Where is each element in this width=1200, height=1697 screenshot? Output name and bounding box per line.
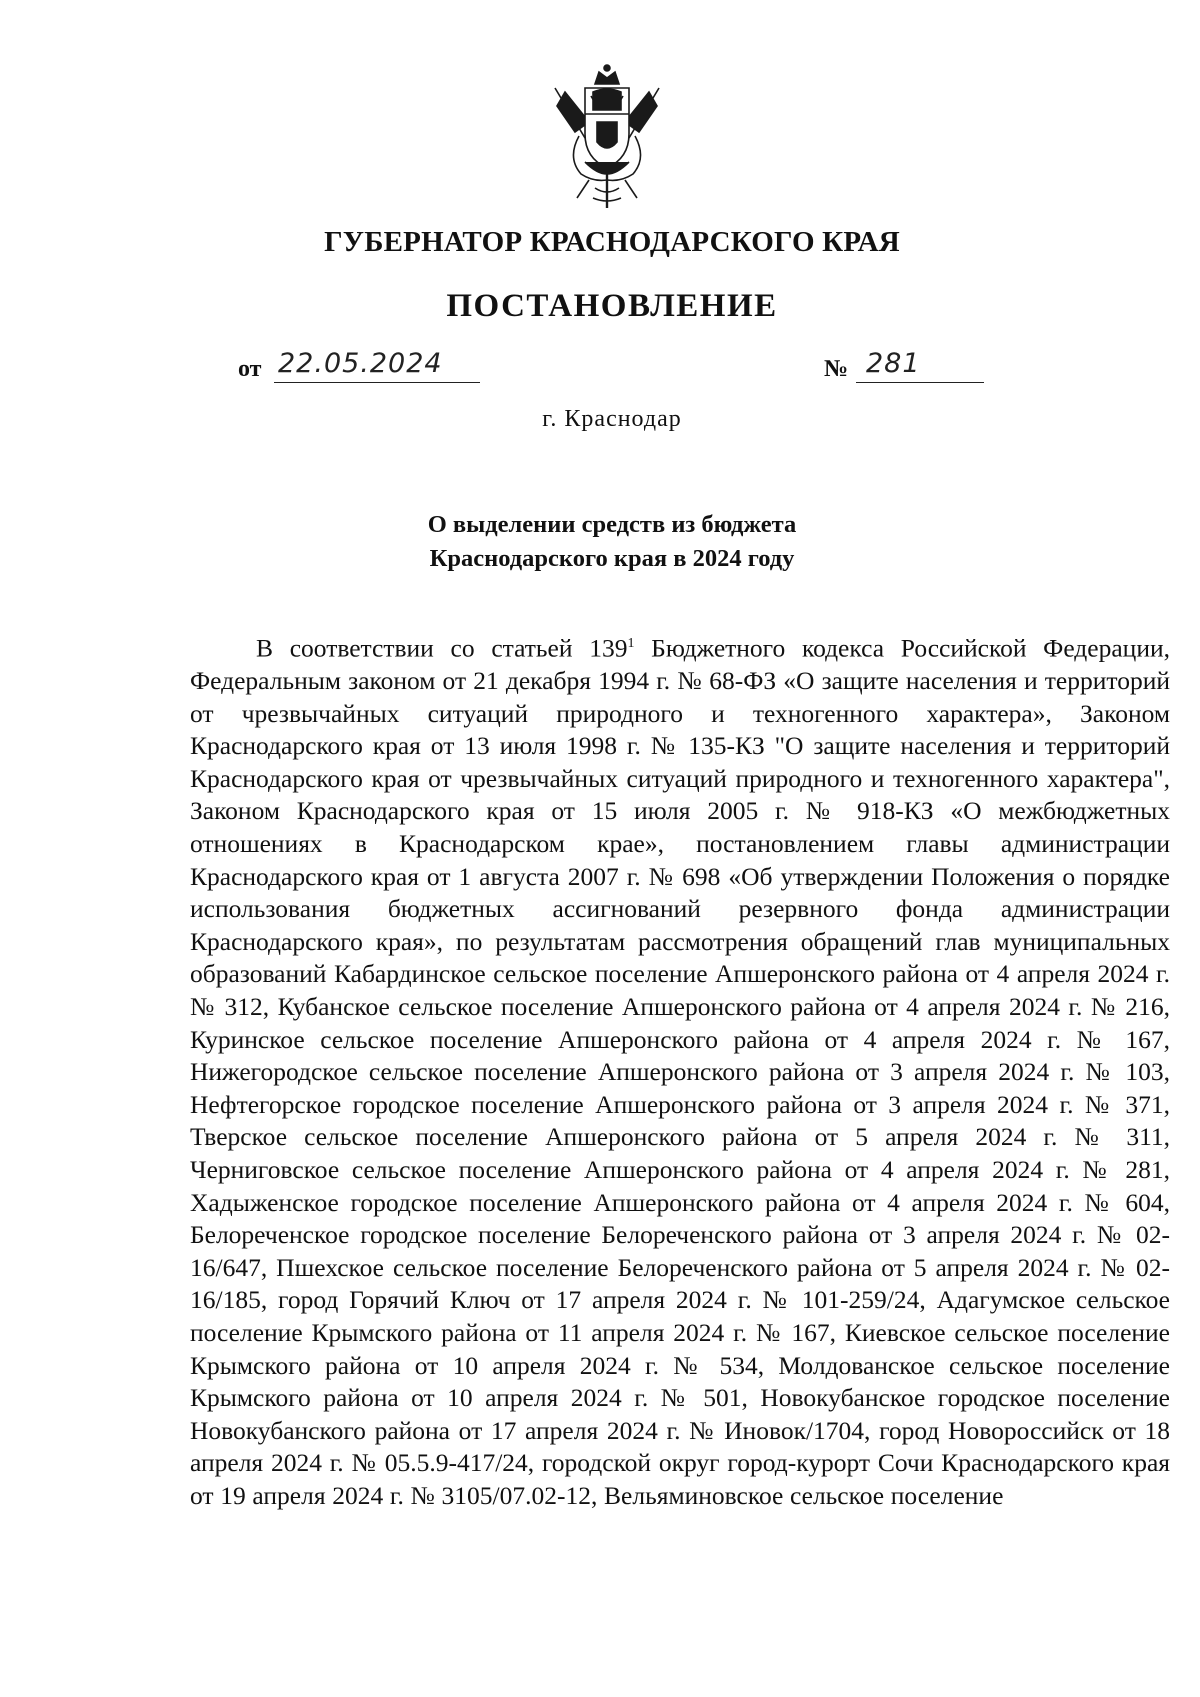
date-label: от (238, 356, 262, 382)
date-underline (274, 382, 480, 383)
handwritten-date: 22.05.2024 (278, 348, 443, 379)
number-label: № (824, 356, 849, 382)
coat-of-arms-emblem (545, 62, 669, 212)
handwritten-number: 281 (866, 348, 921, 379)
body-paragraph (190, 628, 1170, 1513)
article-superscript: 1 (627, 636, 635, 651)
document-type-title: ПОСТАНОВЛЕНИЕ (446, 288, 778, 324)
date-number-row (0, 348, 1200, 392)
subject-line-2: Краснодарского края в 2024 году (429, 545, 795, 572)
body-paragraph-rest: Бюджетного кодекса Российской Федерации, Федеральным законом от 21 декабря 1994 г. № 68-ФЗ «О защите населения и территорий от чрезвычайных ситуаций природного и техногенного характера», Законом Краснодарского края от 13 июля 1998 г. № 135-КЗ "О защите населения и территорий Краснодарского края от чрезвычайных ситуаций природного и техногенного характера", Законом Краснодарского края от 15 июля 2005 г. № 918-КЗ «О межбюджетных отношениях в Краснодарском крае», постановлением главы администрации Краснодарского края от 1 августа 2007 г. № 698 «Об утверждении Положения о порядке использования бюджетных ассигнований резервного фонда администрации Краснодарского края», по результатам рассмотрения обращений глав муниципальных образований Кабардинское сельское поселение Апшеронского района от 4 апреля 2024 г. № 312, Кубанское сельское поселение Апшеронского района от 4 апреля 2024 г. № 216, Куринское сельское поселение Апшеронского района от 4 апреля 2024 г. № 167, Нижегородское сельское поселение Апшеронского района от 3 апреля 2024 г. № 103, Нефтегорское городское поселение Апшеронского района от 3 апреля 2024 г. № 371, Тверское сельское поселение Апшеронского района от 5 апреля 2024 г. № 311, Черниговское сельское поселение Апшеронского района от 4 апреля 2024 г. № 281, Хадыженское городское поселение Апшеронского района от 4 апреля 2024 г. № 604, Белореченское городское поселение Белореченского района от 3 апреля 2024 г. № 02-16/647, Пшехское сельское поселение Белореченского района от 5 апреля 2024 г. № 02-16/185, город Горячий Ключ от 17 апреля 2024 г. № 101-259/24, Адагумское сельское поселение Крымского района от 11 апреля 2024 г. № 167, Киевское сельское поселение Крымского района от 10 апреля 2024 г. № 534, Молдованское сельское поселение Крымского района от 10 апреля 2024 г. № 501, Новокубанское городское поселение Новокубанского района от 17 апреля 2024 г. № Иновок/1704, город Новороссийск от 18 апреля 2024 г. № 05.5.9-417/24, городской округ город-курорт Сочи Краснодарского края от 19 апреля 2024 г. № 3105/07.02-12, Вельяминовское сельское поселение (190, 633, 1170, 1510)
number-underline (856, 382, 984, 383)
subject-line-1: О выделении средств из бюджета (427, 511, 797, 538)
body-paragraph-start: В соответствии со статьей 139 (256, 633, 628, 663)
issuing-authority: ГУБЕРНАТОР КРАСНОДАРСКОГО КРАЯ (324, 226, 900, 258)
document-subject (0, 508, 1200, 576)
city-of-issue: г. Краснодар (542, 406, 682, 432)
